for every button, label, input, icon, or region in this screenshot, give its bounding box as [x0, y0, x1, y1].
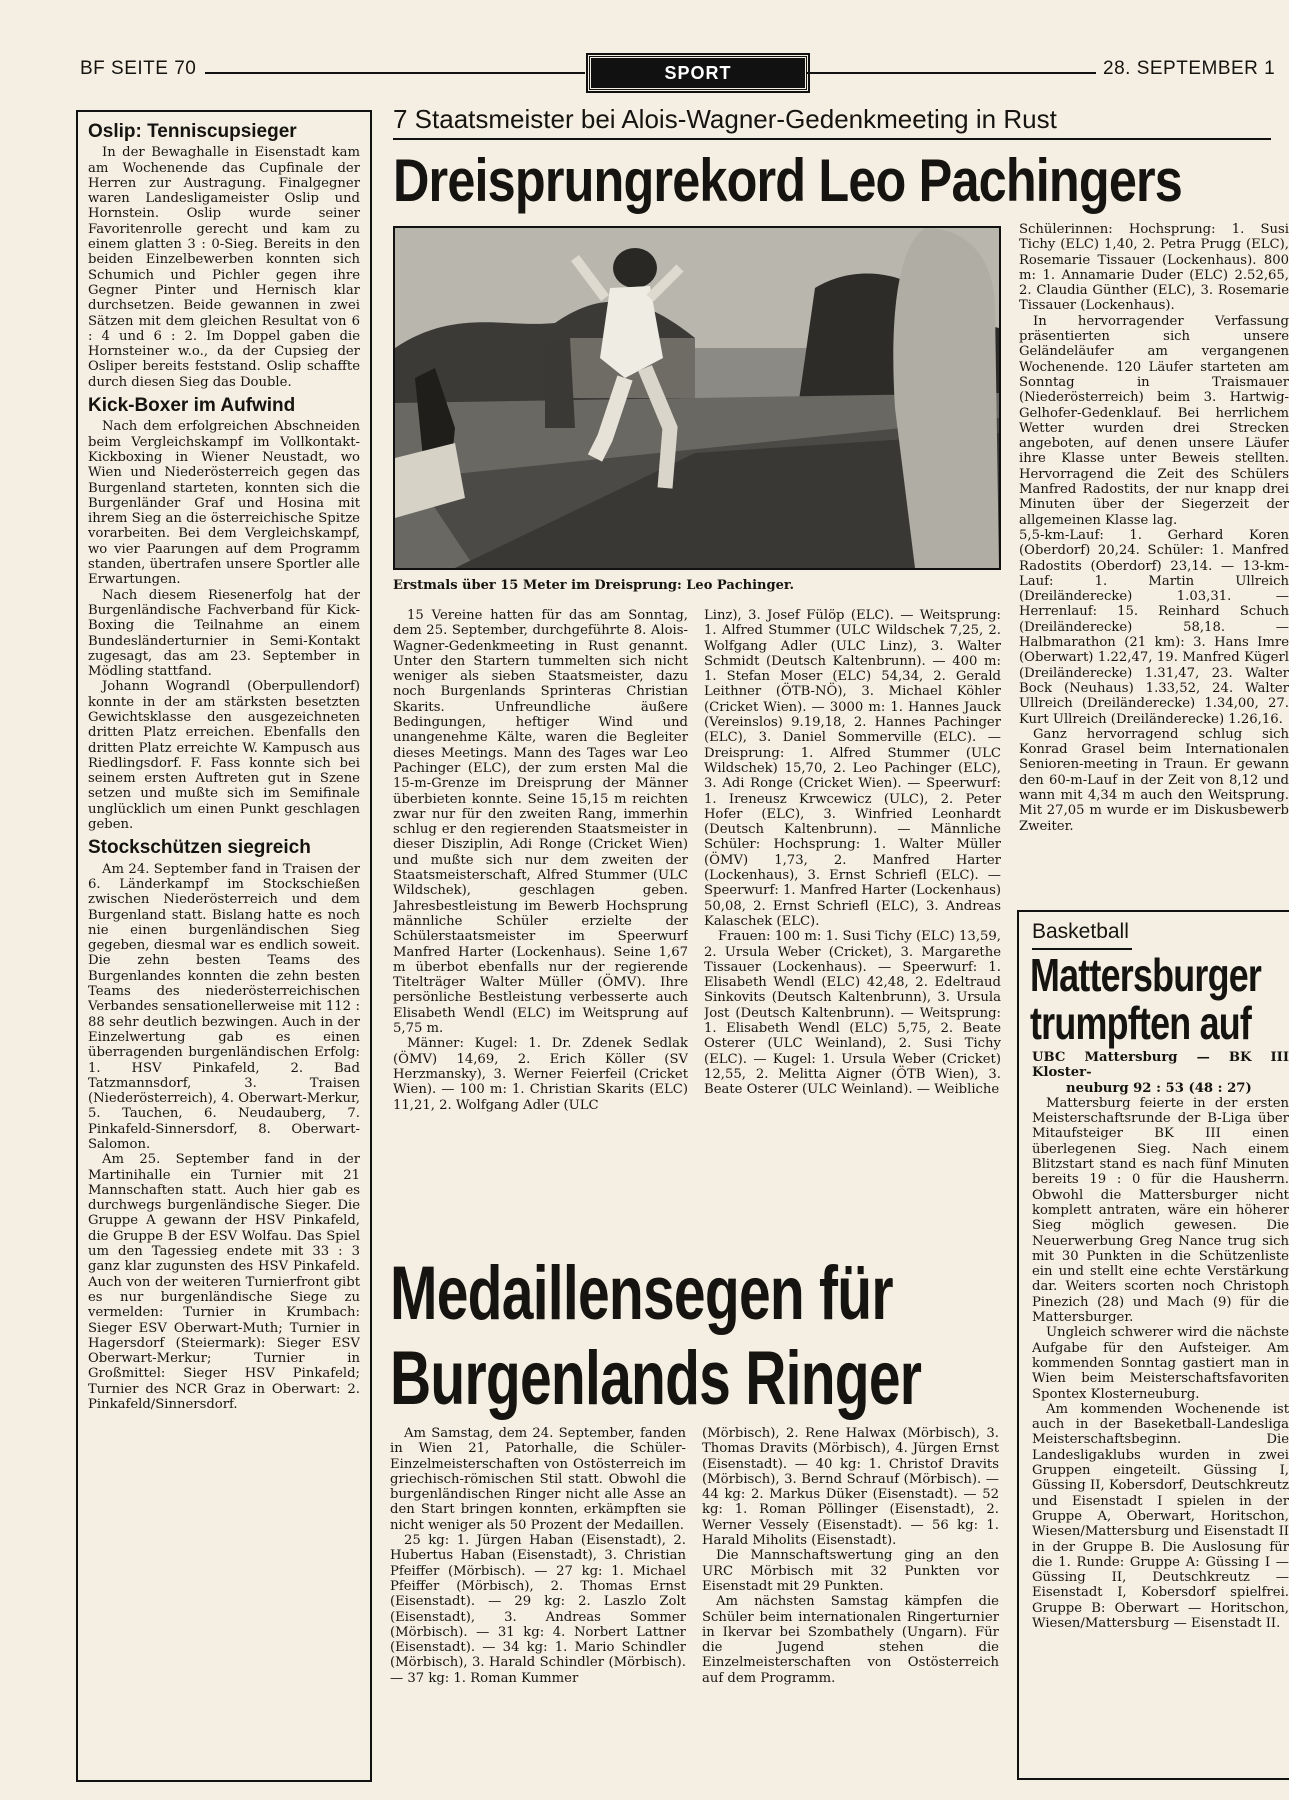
section-title-stock: Stockschützen siegreich	[88, 837, 311, 859]
wrestling-headline-1: Medaillensegen für	[390, 1251, 893, 1336]
kickbox-paragraph-1: Nach dem erfolgreichen Abschneiden beim Vergleichskampf im Vollkontakt-Kickboxing in Wiener Neustadt, wo Wien und Niederösterreich gegen das Burgenland starteten, konnten sich die Burgenländer Graf und Hosina mit ihrem Sieg an die österreichische Spitze vorarbeiten. Bei dem Vergleichskampf, wo vier Paarungen auf dem Programm standen, übertrafen unsere Sportler alle Erwartungen.	[88, 419, 360, 588]
wrestling-headline-2: Burgenlands Ringer	[390, 1336, 922, 1421]
main-article-col-2	[704, 608, 1001, 1220]
basketball-headline-1: Mattersburger	[1030, 949, 1262, 1001]
wrestling-col2-team: Die Mannschaftswertung ging an den URC Mörbisch mit 32 Punkten vor Eisenstadt mit 29 Punkten.	[702, 1548, 999, 1594]
main-col2-women: Frauen: 100 m: 1. Susi Tichy (ELC) 13,59, 2. Ursula Weber (Cricket), 3. Margarethe Tissauer (Lockenhaus). — Speerwurf: 1. Elisabeth Wendl (ELC) 42,48, 2. Edeltraud Sinkovits (Deutsch Kaltenbrunn), 3. Ursula Jost (Deutsch Kaltenbrunn). — Weitsprung: 1. Elisabeth Wendl (ELC) 5,75, 2. Beate Osterer (ULC Weinland), 2. Susi Tichy (ELC). — Kugel: 1. Ursula Weber (Cricket) 12,55, 2. Melitta Aigner (ÖTB Wien), 3. Beate Osterer (ULC Weinland). — Weibliche	[704, 929, 1001, 1098]
basketball-column	[1032, 1050, 1289, 1770]
wrestling-col2-outlook: Am nächsten Samstag kämpfen die Schüler beim internationalen Ringerturnier in Ikervar bei Szombathely (Ungarn). Für die Jugend stehen die Einzelmeisterschaften von Ostösterreich auf dem Programm.	[702, 1594, 999, 1686]
left-news-column	[88, 116, 360, 1778]
right-col-text-2: In hervorragender Verfassung präsentierten sich unsere Geländeläufer am vergangenen Wochenende. 120 Läufer starteten am Sonntag in Traismauer (Niederösterreich) beim 3. Hartwig-Gelhofer-Gedenklauf. Bei herrlichem Wetter wurden drei Strecken angeboten, auf denen unsere Läufer ihre Klasse unter Beweis stellten. Hervorragend die Zeit des Schülers Manfred Radostits, der nur knapp drei Minuten über der Siegerzeit der allgemeinen Klasse lag.	[1019, 313, 1289, 528]
basketball-paragraph-2: Ungleich schwerer wird die nächste Aufgabe für den Aufsteiger. Am kommenden Sonntag gastiert man in Wien beim Meisterschaftsfavoriten Spontex Klosterneuburg.	[1032, 1325, 1289, 1402]
photo-caption: Erstmals über 15 Meter im Dreisprung: Leo Pachinger.	[393, 578, 795, 593]
wrestling-col-1	[390, 1426, 686, 1776]
basketball-paragraph-1: Mattersburg feierte in der ersten Meisterschaftsrunde der B-Liga über Mitaufsteiger BK III einen überlegenen Sieg. Nach einem Blitzstart stand es nach fünf Minuten bereits 19 : 0 für die Hausherrn. Obwohl die Mattersburger nicht komplett antraten, wäre ein höherer Sieg möglich gewesen. Die Neuerwerbung Greg Nance trug sich mit 30 Punkten in die Schützenliste ein und stellt eine echte Verstärkung dar. Weiters scorten noch Christoph Pinezich (28) und Mach (9) für die Mattersburger.	[1032, 1095, 1289, 1326]
tennis-paragraph: In der Bewaghalle in Eisenstadt kam am Wochenende das Cupfinale der Herren zur Austragung. Finalgegner waren Landesligameister Oslip und Hornstein. Oslip wurde seiner Favoritenrolle gerecht und kam zu einem glatten 3 : 0-Sieg. Bereits in den beiden Einzelbewerben konnten sich Schumich und Pichler gegen ihre Gegner Pinter und Hernisch klar durchsetzen. Beide gewannen in zwei Sätzen mit dem gleichen Resultat von 6 : 4 und 6 : 2. Im Doppel gaben die Hornsteiner w.o., da der Cupsieg der Osliper bereits feststand. Oslip schaffte durch diesen Sieg das Double.	[88, 145, 360, 390]
stock-paragraph-1: Am 24. September fand in Traisen der 6. Länderkampf im Stockschießen zwischen Niederösterreich und dem Burgenland statt. Bislang hatte es noch nie einen burgenländischen Sieg gegeben, diesmal war es endlich soweit. Die zehn besten Teams des Burgenlandes konnten die zehn besten Teams des niederösterreichischen Verbandes sensationellerweise mit 112 : 88 sehr deutlich bezwingen. Auch in der Einzelwertung gab es einen überragenden burgenländischen Erfolg: 1. HSV Pinkafeld, 2. Bad Tatzmannsdorf, 3. Traisen (Niederösterreich), 4. Oberwart-Merkur, 5. Tauchen, 6. Neudauberg, 7. Pinkafeld-Sinnersdorf, 8. Oberwart-Salomon.	[88, 861, 360, 1152]
wrestling-col1-intro: Am Samstag, dem 24. September, fanden in Wien 21, Patorhalle, die Schüler-Einzelmeisterschaften von Ostösterreich im griechisch-römischen Stil statt. Obwohl die burgenländischen Ringer nicht alle Asse an den Start bringen konnten, erkämpften sie nicht weniger als 50 Prozent der Medaillen.	[390, 1426, 686, 1533]
wrestling-col-2	[702, 1426, 999, 1776]
wrestling-col1-results: 25 kg: 1. Jürgen Haban (Eisenstadt), 2. Hubertus Haban (Eisenstadt), 3. Christian Pfeiffer (Mörbisch). — 27 kg: 1. Michael Pfeiffer (Mörbisch), 2. Thomas Ernst (Eisenstadt). — 29 kg: 2. Laszlo Zolt (Eisenstadt), 3. Andreas Sommer (Mörbisch). — 31 kg: 4. Norbert Lattner (Eisenstadt). — 34 kg: 1. Mario Schindler (Mörbisch), 3. Harald Schindler (Mörbisch). — 37 kg: 1. Roman Kummer	[390, 1533, 686, 1686]
page-header-date: 28. SEPTEMBER 1	[1103, 58, 1276, 79]
triple-jump-photo	[395, 228, 999, 568]
basketball-result-1: UBC Mattersburg — BK III Kloster-	[1032, 1050, 1289, 1081]
main-col2-text: Linz), 3. Josef Fülöp (ELC). — Weitsprung: 1. Alfred Stummer (ULC Wildschek 7,25, 2. Wolfgang Adler (ULC Linz), 3. Walter Schmidt (Deutsch Kaltenbrunn). — 400 m: 1. Stefan Moser (ELC) 54,34, 2. Gerald Leithner (ÖTB-NÖ), 3. Michael Köhler (Cricket Wien). — 3000 m: 1. Hannes Jauck (Vereinslos) 9.19,18, 2. Hannes Pachinger (ELC), 3. Daniel Sommerville (ELC). — Dreisprung: 1. Alfred Stummer (ULC Wildschek) 15,70, 2. Leo Pachinger (ELC), 3. Adi Ronge (Cricket Wien). — Speerwurf: 1. Ireneusz Krwcewicz (ULC), 2. Peter Hofer (ELC), 3. Winfried Leonhardt (Deutsch Kaltenbrunn). — Männliche Schüler: Hochsprung: 1. Walter Müller (ÖMV) 1,73, 2. Manfred Harter (Lockenhaus), 3. Ernst Schriefl (ELC). — Speerwurf: 1. Manfred Harter (Lockenhaus) 50,08, 2. Ernst Schriefl (ELC), 3. Andreas Kalaschek (ELC).	[704, 608, 1001, 929]
stock-paragraph-2: Am 25. September fand in der Martinihalle ein Turnier mit 21 Mannschaften statt. Auch hier gab es durchwegs burgenländische Sieger. Die Gruppe A gewann der HSV Pinkafeld, die Gruppe B der ESV Wolfau. Das Spiel um den Tagessieg endete mit 33 : 3 ganz klar zugunsten des HSV Pinkafeld. Auch von der weiteren Turnierfront gibt es nur burgenländische Siege zu vermelden: Turnier in Krumbach: Sieger ESV Oberwart-Muth; Turnier in Hagersdorf (Steiermark): Sieger ESV Oberwart-Merkur; Turnier in Großmittel: Sieger HSV Pinkafeld; Turnier des NCR Graz in Oberwart: 2. Pinkafeld/Sinnersdorf.	[88, 1152, 360, 1413]
page-header-left: BF SEITE 70	[80, 58, 197, 79]
kickbox-paragraph-3: Johann Wograndl (Oberpullendorf) konnte in der am stärksten besetzten Gewichtsklasse den ausgezeichneten dritten Platz erreichen. Ebenfalls den dritten Platz erreichte W. Kampusch aus Riedlingsdorf. F. Fass konnte sich bei seinem ersten Auftreten gut in Szene setzen und mußte sich im Semifinale unglücklich um einen Punkt geschlagen geben.	[88, 679, 360, 833]
basketball-paragraph-3: Am kommenden Wochenende ist auch in der Baseketball-Landesliga Meisterschaftsbeginn. Die Landesligaklubs wurden in zwei Gruppen eingeteilt. Güssing I, Güssing II, Kobersdorf, Deutschkreutz und Eisenstadt I spielen in der Gruppe A, Oberwart, Horitschon, Wiesen/Mattersburg und Eisenstadt II in der Gruppe B. Die Auslosung für die 1. Runde: Gruppe A: Güssing I — Güssing II, Deutschkreutz — Eisenstadt I, Kobersdorf spielfrei. Gruppe B: Oberwart — Horitschon, Wiesen/Mattersburg — Eisenstadt II.	[1032, 1401, 1289, 1631]
section-title-tennis: Oslip: Tenniscupsieger	[88, 121, 297, 142]
main-col1-results: Männer: Kugel: 1. Dr. Zdenek Sedlak (ÖMV) 14,69, 2. Erich Köller (SV Herzmansky), 3. Werner Feierfeil (Cricket Wien). — 100 m: 1. Christian Skarits (ELC) 11,21, 2. Wolfgang Adler (ULC	[393, 1036, 688, 1113]
main-article-col-1	[393, 608, 688, 1220]
basketball-result-2: neuburg 92 : 53 (48 : 27)	[1066, 1080, 1252, 1096]
header-rule-right	[806, 72, 1096, 74]
section-title-kickbox: Kick-Boxer im Aufwind	[88, 395, 296, 417]
main-col1-text: 15 Vereine hatten für das am Sonntag, dem 25. September, durchgeführte 8. Alois-Wagner-Gedenkmeeting in Rust genannt. Unter den Startern tummelten sich nicht weniger als sieben Staatsmeister, dazu noch Burgenlands Sprinteras Christian Skarits. Unfreundliche äußere Bedingungen, heftiger Wind und unangenehme Kälte, waren die Begleiter dieses Meetings. Mann des Tages war Leo Pachinger (ELC), der zum ersten Mal die 15-m-Grenze im Dreisprung der Männer überbieten konnte. Seine 15,15 m reichten zwar nur für den zweiten Rang, immerhin schlug er den regierenden Staatsmeister in dieser Disziplin, Adi Ronge (Cricket Wien) und mußte sich nur dem zweiten der Staatsmeisterschaft, Alfred Stummer (ULC Wildschek), geschlagen geben. Jahresbestleistung im Bewerb Hochsprung männliche Schüler erzielte der Schülerstaatsmeister im Speerwurf Manfred Harter (Lockenhaus). Seine 1,67 m überbot ebenfalls nur der regierende Titelträger Walter Müller (ÖMV). Ihre persönliche Bestleistung verbesserte auch Elisabeth Wendl (ELC) im Weitsprung auf 5,75 m.	[393, 608, 688, 1037]
right-col-text-4: Ganz hervorragend schlug sich Konrad Grasel beim Internationalen Senioren-meeting in Traun. Er gewann den 60-m-Lauf in der Zeit von 8,12 und wann mit 4,34 m auch den Weitsprung. Mit 27,05 m wurde er im Diskusbewerb Zweiter.	[1019, 726, 1289, 834]
main-kicker: 7 Staatsmeister bei Alois-Wagner-Gedenkmeeting in Rust	[393, 104, 1057, 134]
main-kicker-rule	[393, 138, 1271, 140]
right-col-text-1: Schülerinnen: Hochsprung: 1. Susi Tichy (ELC) 1,40, 2. Petra Prugg (ELC), Rosemarie Tissauer (Lockenhaus). 800 m: 1. Annamarie Duder (ELC) 2.52,65, 2. Claudia Günther (ELC), 3. Rosemarie Tissauer (Lockenhaus).	[1019, 222, 1289, 314]
right-col-text-3: 5,5-km-Lauf: 1. Gerhard Koren (Oberdorf) 20,24. Schüler: 1. Manfred Radostits (Oberdorf) 23,14. — 13-km-Lauf: 1. Martin Ullreich (Dreiländerecke) 1.03,31. — Herrenlauf: 15. Reinhard Schuch (Dreiländerecke) 58,18. — Halbmarathon (21 km): 3. Hans Imre (Oberwart) 1.22,47, 19. Manfred Kügerl (Dreiländerecke) 1.31,47, 23. Walter Bock (Neuhaus) 1.33,52, 24. Walter Ullreich (Dreiländerecke) 1.34,00, 27. Kurt Ullreich (Dreiländerecke) 1.26,16.	[1019, 527, 1289, 727]
main-headline: Dreisprungrekord Leo Pachingers	[393, 147, 1182, 214]
basketball-label: Basketball	[1032, 920, 1129, 943]
basketball-headline-2: trumpften auf	[1030, 997, 1252, 1049]
kickbox-paragraph-2: Nach diesem Riesenerfolg hat der Burgenländische Fachverband für Kick-Boxing die Teilnahme an einem Bundesländerturnier in Semi-Kontakt zugesagt, das am 23. September in Mödling stattfand.	[88, 587, 360, 680]
right-article-column	[1019, 222, 1289, 892]
athlete-photo	[393, 226, 1001, 570]
wrestling-col2-results: (Mörbisch), 2. Rene Halwax (Mörbisch), 3. Thomas Dravits (Mörbisch), 4. Jürgen Ernst (Eisenstadt). — 40 kg: 1. Christof Dravits (Mörbisch), 3. Bernd Schrauf (Mörbisch). — 44 kg: 2. Markus Düker (Eisenstadt). — 52 kg: 1. Roman Pöllinger (Eisenstadt), 2. Werner Vessely (Eisenstadt). — 56 kg: 1. Harald Miholits (Eisenstadt).	[702, 1426, 999, 1549]
header-rule-left	[205, 72, 585, 74]
section-label: SPORT	[588, 55, 808, 91]
